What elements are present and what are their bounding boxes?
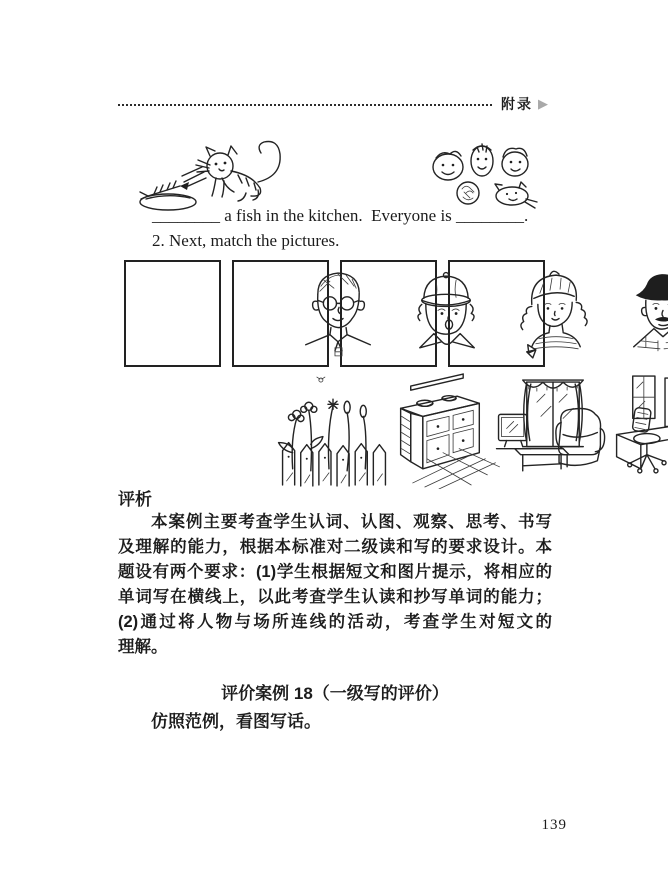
case18-instruction: 仿照范例，看图写话。 xyxy=(151,712,321,731)
portrait-woman-with-bonnet xyxy=(340,260,437,367)
portrait-row xyxy=(124,260,548,367)
analysis-line: 单词写在横线上，以此考查学生认读和抄写单词的能力； xyxy=(118,588,552,606)
match-instruction: 2. Next, match the pictures. xyxy=(152,231,340,250)
analysis-line: 理解。 xyxy=(118,638,168,656)
analysis-line: (2)通过将人物与场所连线的活动，考查学生对短文的 xyxy=(118,613,552,631)
portrait-man-with-glasses xyxy=(124,260,221,367)
page-header xyxy=(118,94,548,114)
analysis-paragraph xyxy=(118,510,552,660)
section-label: 附录 xyxy=(501,96,533,112)
analysis-line: 本案例主要考查学生认词、认图、观察、思考、书写 xyxy=(151,513,552,531)
study-desk-chair-icon xyxy=(443,372,668,489)
scene-garden xyxy=(113,372,220,489)
header-dotted-rule xyxy=(118,104,492,106)
scene-study xyxy=(443,372,550,489)
scene-kitchen xyxy=(223,372,330,489)
cat-eating-fish-illustration xyxy=(134,130,309,215)
man-with-hat-icon xyxy=(450,262,668,369)
family-faces-illustration xyxy=(428,138,542,210)
triangle-arrow-icon: ▶ xyxy=(538,96,548,112)
case18-title: 评价案例 18（一级写的评价） xyxy=(221,684,449,703)
portrait-man-with-hat xyxy=(448,260,545,367)
portrait-boy-with-cap xyxy=(232,260,329,367)
analysis-line: 及理解的能力，根据本标准对二级读和写的要求设计。本 xyxy=(118,538,552,556)
analysis-line: 题设有两个要求：(1)学生根据短文和图片提示，将相应的 xyxy=(118,563,552,581)
scene-living-room xyxy=(333,372,440,489)
fill-in-sentence: ________ a fish in the kitchen. Everyone is ________. xyxy=(152,206,529,225)
scene-row xyxy=(113,372,553,489)
page-number: 139 xyxy=(541,817,567,833)
analysis-heading: 评析 xyxy=(118,490,152,509)
